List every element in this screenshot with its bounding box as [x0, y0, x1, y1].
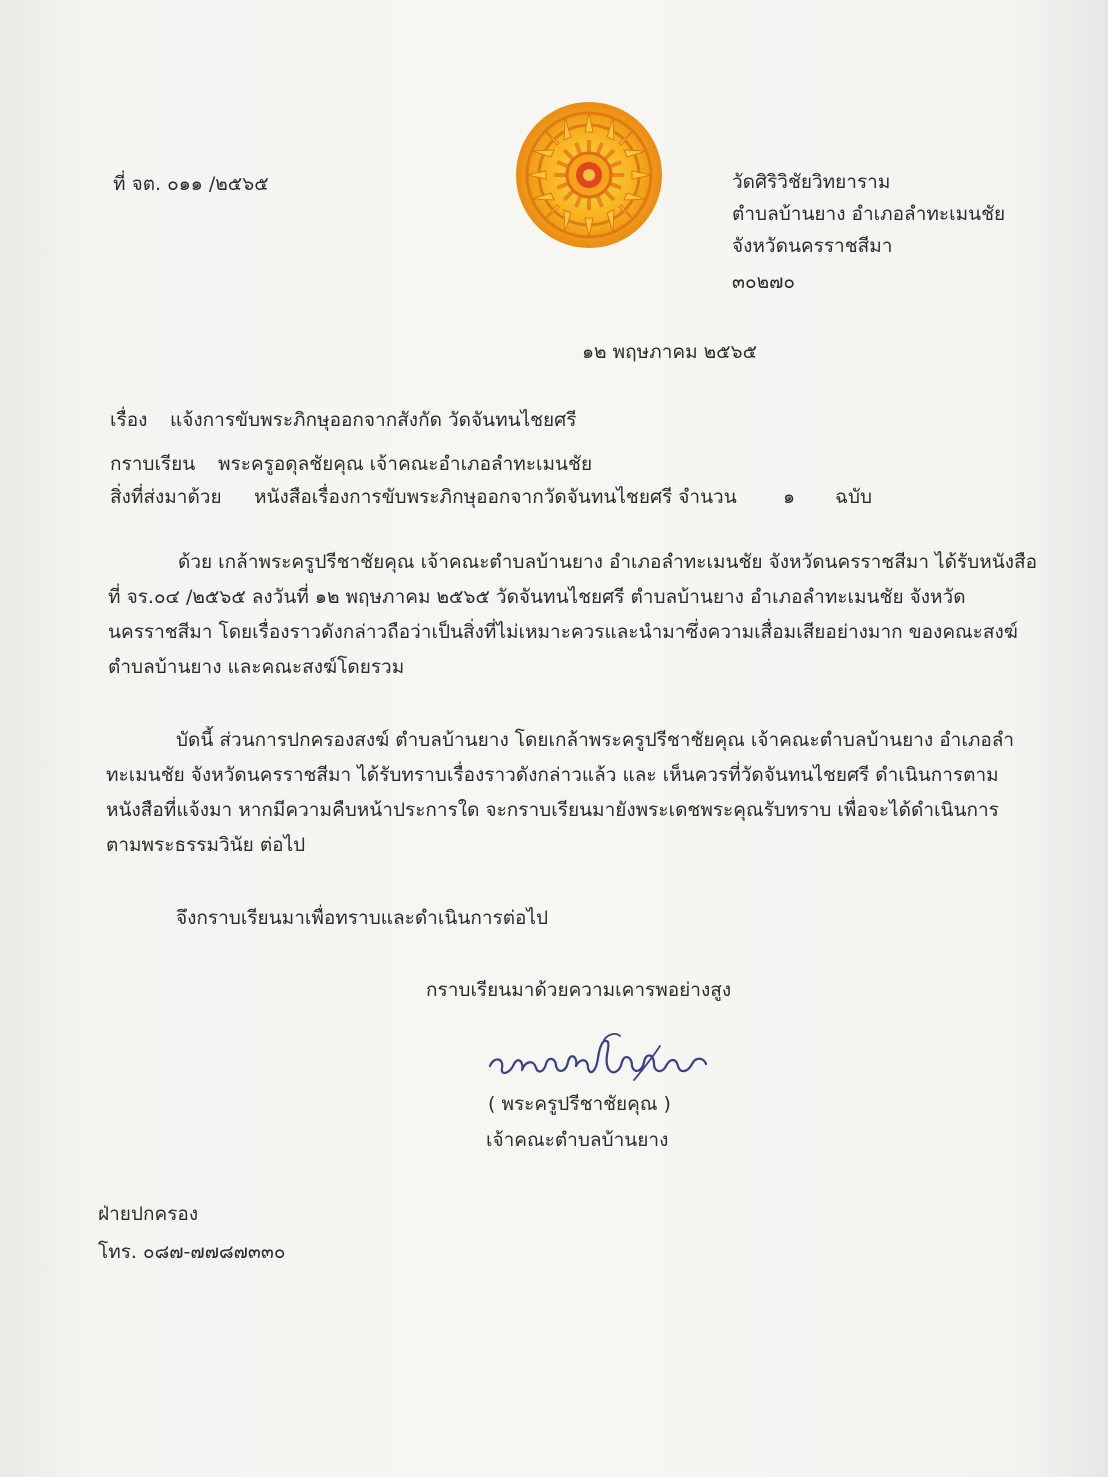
sender-postcode: ๓๐๒๗๐: [732, 271, 795, 293]
subject-text: แจ้งการขับพระภิกษุออกจากสังกัด วัดจันทนไชยศรี: [170, 409, 577, 431]
sender-address-line: ตำบลบ้านยาง อำเภอลำทะเมนชัย: [732, 203, 1006, 225]
paragraph-line: ด้วย เกล้าพระครูปรีชาชัยคุณ เจ้าคณะตำบลบ้านยาง อำเภอลำทะเมนชัย จังหวัดนครราชสีมา ได้รับหนังสือ: [178, 551, 1037, 573]
paragraph-line: หนังสือที่แจ้งมา หากมีความคืบหน้าประการใด จะกราบเรียนมายังพระเดชพระคุณรับทราบ เพื่อจะได้ดำเนินการ: [106, 799, 999, 821]
paragraph-line: ที่ จร.๐๔ /๒๕๖๕ ลงวันที่ ๑๒ พฤษภาคม ๒๕๖๕ วัดจันทนไชยศรี ตำบลบ้านยาง อำเภอลำทะเมนชัย จังหวัด: [108, 586, 966, 608]
handwritten-signature: [484, 1028, 724, 1088]
phone-number: โทร. ๐๘๗-๗๗๘๗๓๓๐: [98, 1241, 286, 1263]
paragraph-line: ตำบลบ้านยาง และคณะสงฆ์โดยรวม: [108, 656, 405, 678]
signatory-title: เจ้าคณะตำบลบ้านยาง: [486, 1129, 669, 1151]
paragraph-line: บัดนี้ ส่วนการปกครองสงฆ์ ตำบลบ้านยาง โดยเกล้าพระครูปรีชาชัยคุณ เจ้าคณะตำบลบ้านยาง อำเภอลำ: [176, 729, 1015, 751]
paragraph-line: ทะเมนชัย จังหวัดนครราชสีมา ได้รับทราบเรื่องราวดังกล่าวแล้ว และ เห็นควรที่วัดจันทนไชยศรี ดำเนินการตาม: [106, 764, 999, 786]
dharma-wheel-emblem-icon: [514, 100, 664, 250]
letter-date: ๑๒ พฤษภาคม ๒๕๖๕: [582, 341, 757, 363]
body-paragraph-2: [106, 723, 1014, 863]
paragraph-line: นครราชสีมา โดยเรื่องราวดังกล่าวถือว่าเป็นสิ่งที่ไม่เหมาะควรและนำมาซึ่งความเสื่อมเสียอย่างมาก ของคณะสงฆ์: [108, 621, 1018, 643]
body-paragraph-1: [108, 545, 1037, 685]
signatory-name: ( พระครูปรีชาชัยคุณ ): [488, 1093, 671, 1115]
enclosure-unit: ฉบับ: [835, 486, 873, 508]
enclosure-count: ๑: [783, 486, 796, 508]
enclosure-text: หนังสือเรื่องการขับพระภิกษุออกจากวัดจันทนไชยศรี จำนวน: [254, 486, 737, 508]
salutation: กราบเรียนมาด้วยความเคารพอย่างสูง: [426, 979, 732, 1001]
subject-label: เรื่อง: [110, 409, 148, 431]
department: ฝ่ายปกครอง: [98, 1203, 199, 1225]
recipient-text: พระครูอดุลชัยคุณ เจ้าคณะอำเภอลำทะเมนชัย: [218, 453, 593, 475]
closing-line: จึงกราบเรียนมาเพื่อทราบและดำเนินการต่อไป: [176, 907, 549, 929]
recipient-label: กราบเรียน: [110, 453, 196, 475]
enclosure-label: สิ่งที่ส่งมาด้วย: [110, 486, 222, 508]
reference-number: ที่ จต. ๐๑๑ /๒๕๖๕: [113, 173, 269, 195]
sender-province: จังหวัดนครราชสีมา: [732, 235, 893, 257]
paragraph-line: ตามพระธรรมวินัย ต่อไป: [106, 834, 306, 856]
sender-temple-name: วัดศิริวิชัยวิทยาราม: [732, 171, 891, 193]
